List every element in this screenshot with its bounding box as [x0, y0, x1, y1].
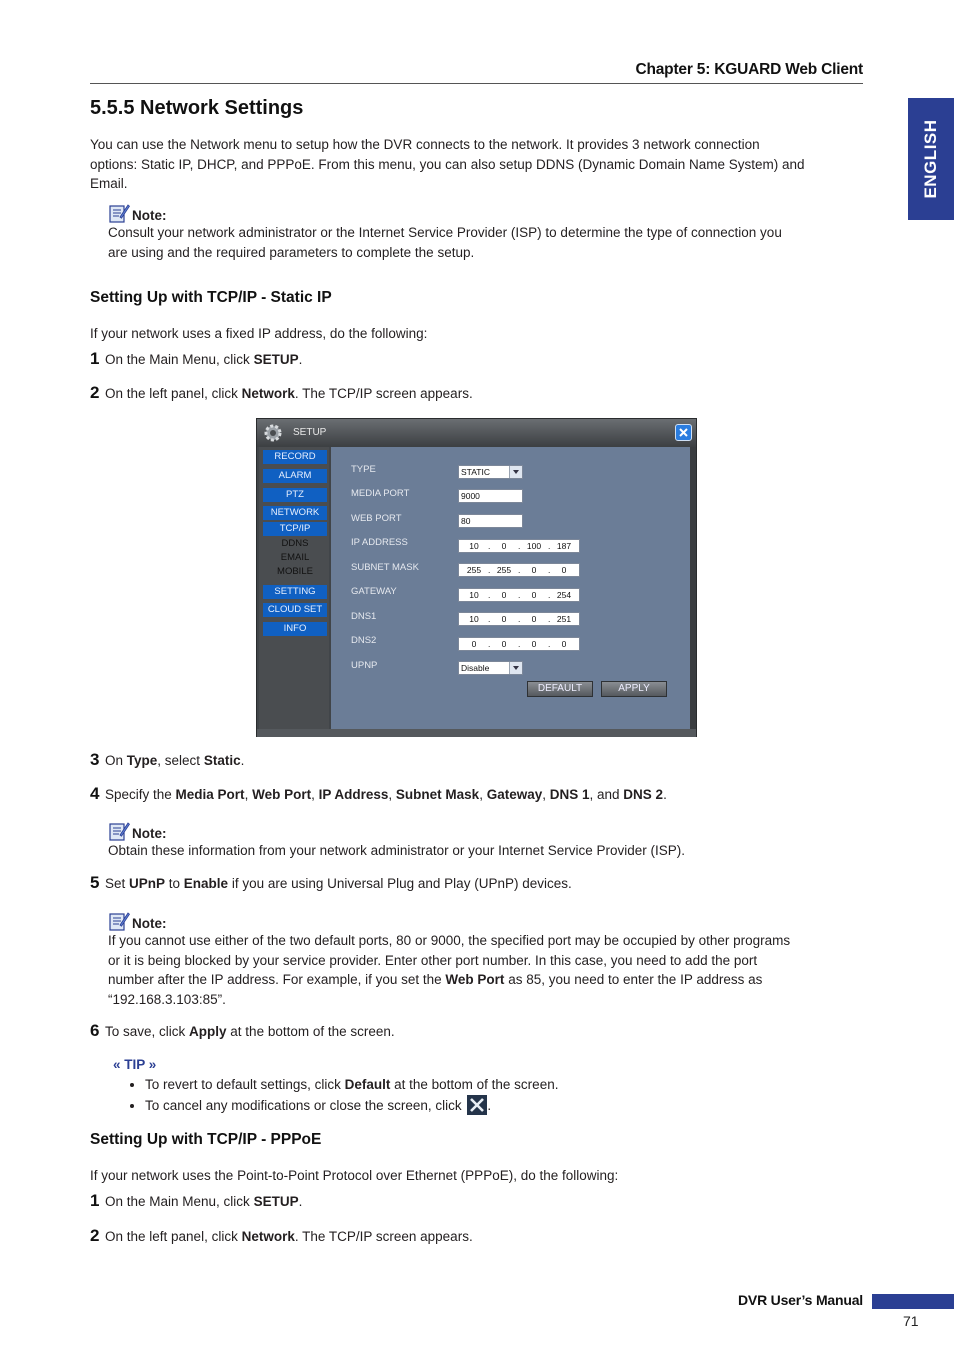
note-icon	[108, 203, 130, 223]
chapter-header: Chapter 5: KGUARD Web Client	[635, 61, 863, 78]
step-3: 3 On Type, select Static.	[90, 750, 245, 769]
media-port-label: MEDIA PORT	[351, 488, 410, 499]
intro-line: options: Static IP, DHCP, and PPPoE. From this menu, you can also setup DDNS (Dynamic Domain Name System) and	[90, 156, 805, 172]
menu-info: INFO	[263, 622, 327, 636]
subnet-mask-label: SUBNET MASK	[351, 562, 419, 573]
step-number: 3	[90, 750, 100, 769]
type-select: STATIC	[458, 465, 523, 479]
tip-item: • To revert to default settings, click Default at the bottom of the screen.	[145, 1075, 558, 1095]
menu-record: RECORD	[263, 450, 327, 464]
setup-window-titlebar	[257, 419, 696, 447]
menu-email: EMAIL	[280, 552, 310, 563]
note-block	[108, 909, 860, 1009]
note-text: or it is being blocked by your service provider. Enter other port number. In this case, you need to add the port	[108, 952, 758, 968]
pppoe-step-1: 1 On the Main Menu, click SETUP.	[90, 1191, 303, 1210]
tip-label: « TIP »	[113, 1057, 157, 1072]
setup-left-menu	[259, 447, 329, 729]
pppoe-heading: Setting Up with TCP/IP - PPPoE	[90, 1131, 322, 1148]
chevron-down-icon	[509, 662, 522, 674]
section-title: 5.5.5 Network Settings	[90, 97, 304, 119]
tip-item: • To cancel any modifications or close the screen, click .	[145, 1095, 558, 1116]
step-4: 4 Specify the Media Port, Web Port, IP Address, Subnet Mask, Gateway, DNS 1, and DNS 2.	[90, 784, 667, 803]
web-port-label: WEB PORT	[351, 513, 402, 524]
step-number: 2	[90, 383, 100, 402]
setup-window-title: SETUP	[293, 427, 327, 438]
note-icon	[108, 911, 130, 931]
step-number: 4	[90, 784, 100, 803]
step-number: 1	[90, 349, 100, 368]
tip-list	[108, 1075, 558, 1115]
step-5: 5 Set UPnP to Enable if you are using Universal Plug and Play (UPnP) devices.	[90, 873, 572, 892]
ip-address-label: IP ADDRESS	[351, 537, 408, 548]
step-6: 6 To save, click Apply at the bottom of the screen.	[90, 1021, 395, 1040]
footer-bar	[872, 1294, 954, 1309]
note-label: Note:	[132, 826, 167, 841]
step-number: 6	[90, 1021, 100, 1040]
note-block	[108, 201, 860, 262]
dns2-field: 0 . 0 . 0 . 0	[458, 637, 580, 651]
page-number: 71	[903, 1313, 919, 1329]
ip-address-field: 10 . 0 . 100 . 187	[458, 539, 580, 553]
note-text: Consult your network administrator or the Internet Service Provider (ISP) to determine the type of connection you	[108, 225, 782, 240]
step-number: 2	[90, 1226, 100, 1245]
menu-mobile: MOBILE	[277, 566, 313, 577]
dns1-field: 10 . 0 . 0 . 251	[458, 612, 580, 626]
static-ip-heading: Setting Up with TCP/IP - Static IP	[90, 289, 332, 306]
menu-network: NETWORK	[263, 506, 327, 520]
setup-window-screenshot	[256, 418, 697, 737]
close-icon	[675, 424, 692, 441]
static-ip-intro: If your network uses a fixed IP address, do the following:	[90, 326, 428, 341]
web-port-field: 80	[458, 514, 523, 528]
section-intro	[90, 135, 860, 194]
upnp-label: UPNP	[351, 660, 378, 671]
step-2: 2 On the left panel, click Network. The TCP/IP screen appears.	[90, 383, 473, 402]
close-icon	[467, 1095, 487, 1115]
language-tab-label: ENGLISH	[921, 119, 940, 199]
menu-cloud-set: CLOUD SET	[263, 603, 327, 617]
gateway-label: GATEWAY	[351, 586, 397, 597]
note-text: Obtain these information from your network administrator or your Internet Service Provider (ISP).	[108, 843, 685, 858]
step-number: 1	[90, 1191, 100, 1210]
apply-button: APPLY	[601, 681, 667, 697]
menu-ddns: DDNS	[281, 538, 309, 549]
menu-setting: SETTING	[263, 585, 327, 599]
intro-line: You can use the Network menu to setup how the DVR connects to the network. It provides 3 network connection	[90, 137, 760, 152]
dns1-label: DNS1	[351, 611, 377, 622]
note-text: “192.168.3.103:85”.	[108, 991, 226, 1007]
pppoe-step-2: 2 On the left panel, click Network. The TCP/IP screen appears.	[90, 1226, 473, 1245]
note-text: number after the IP address. For example, if you set the Web Port as 85, you need to enter the IP address as	[108, 972, 763, 987]
note-label: Note:	[132, 916, 167, 931]
default-button: DEFAULT	[527, 681, 593, 697]
subnet-mask-field: 255 . 255 . 0 . 0	[458, 563, 580, 577]
intro-line: Email.	[90, 176, 128, 191]
type-label: TYPE	[351, 464, 376, 475]
dns2-label: DNS2	[351, 635, 377, 646]
tcpip-panel	[331, 447, 690, 729]
language-tab	[908, 98, 954, 220]
chevron-down-icon	[509, 466, 522, 478]
step-1: 1 On the Main Menu, click SETUP.	[90, 349, 303, 368]
note-text: are using and the required parameters to complete the setup.	[108, 244, 475, 260]
menu-tcpip: TCP/IP	[263, 522, 327, 536]
header-rule	[90, 83, 863, 84]
note-text: If you cannot use either of the two default ports, 80 or 9000, the specified port may be occupied by other programs	[108, 933, 791, 948]
menu-ptz: PTZ	[263, 488, 327, 502]
pppoe-intro: If your network uses the Point-to-Point Protocol over Ethernet (PPPoE), do the following:	[90, 1168, 619, 1183]
menu-alarm: ALARM	[263, 469, 327, 483]
step-number: 5	[90, 873, 100, 892]
note-icon	[108, 821, 130, 841]
note-label: Note:	[132, 208, 167, 223]
footer-manual-title: DVR User’s Manual	[738, 1292, 863, 1308]
gear-icon	[262, 422, 284, 444]
media-port-field: 9000	[458, 489, 523, 503]
note-block	[108, 819, 860, 861]
upnp-select: Disable	[458, 661, 523, 675]
gateway-field: 10 . 0 . 0 . 254	[458, 588, 580, 602]
